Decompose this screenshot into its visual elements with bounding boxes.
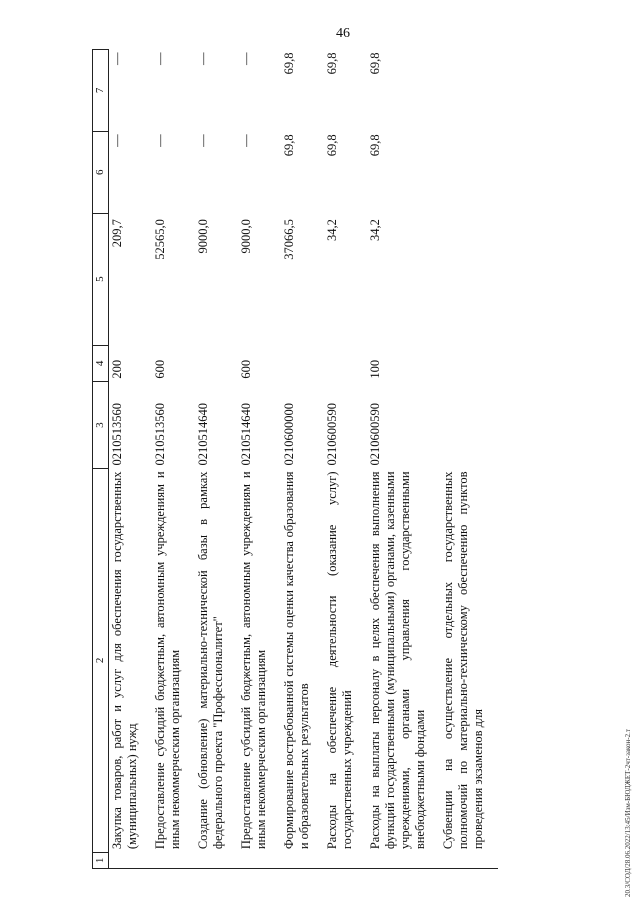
- row-code: 0210600590: [325, 402, 339, 466]
- row-value-6: —: [110, 134, 124, 147]
- rotated-table-container: [92, 49, 600, 869]
- header-col-2: 2: [93, 468, 109, 852]
- row-value-5: 37066,5: [282, 219, 296, 260]
- row-blank-cell: [324, 852, 367, 868]
- row-type: [195, 345, 238, 381]
- row-value-5: 9000,0: [196, 219, 210, 254]
- row-value-5: 52565,0: [153, 219, 167, 260]
- row-name: Создание (обновление) материально-технической базы в рамках федерального проекта "Профессионалитет": [196, 471, 225, 850]
- row-name: Формирование востребованной системы оценки качества образования и образовательных результатов: [282, 471, 311, 850]
- row-value-5: 9000,0: [239, 219, 253, 254]
- table-row: [152, 50, 195, 869]
- row-value-5: [440, 213, 498, 345]
- row-blank-cell: [281, 852, 324, 868]
- table-row: [324, 50, 367, 869]
- row-value-7: —: [239, 52, 253, 65]
- row-value-7: 69,8: [325, 52, 339, 75]
- table-row: [440, 50, 498, 869]
- header-col-5: 5: [93, 213, 109, 345]
- row-blank-cell: [152, 852, 195, 868]
- row-name: Закупка товаров, работ и услуг для обеспечения государственных (муниципальных) нужд: [110, 471, 139, 850]
- page-number: 46: [336, 26, 350, 41]
- row-code: 0210514640: [239, 402, 253, 466]
- row-code: 0210600000: [282, 402, 296, 466]
- row-value-5: 209,7: [110, 219, 124, 248]
- table-row: [238, 50, 281, 869]
- footer-path: 20.3/СОД/28.06.2022/13:45/Изм-БЮДЖЕТ-2чт-закон-2.т: [624, 729, 632, 897]
- row-value-7: —: [196, 52, 210, 65]
- row-value-6: 69,8: [368, 134, 382, 157]
- row-type: 200: [110, 359, 124, 379]
- row-type: 600: [153, 359, 167, 379]
- row-type: [440, 345, 498, 381]
- row-value-6: —: [153, 134, 167, 147]
- row-name: Субвенции на осуществление отдельных государственных полномочий по материально-техническому обеспечению пунктов проведения экзаменов для: [441, 471, 485, 850]
- row-value-6: —: [239, 134, 253, 147]
- row-type: 600: [239, 359, 253, 379]
- row-value-7: —: [153, 52, 167, 65]
- row-value-6: 69,8: [282, 134, 296, 157]
- row-value-5: 34,2: [325, 219, 339, 241]
- table-row: [367, 50, 440, 869]
- table-row: [281, 50, 324, 869]
- budget-table: [92, 49, 498, 869]
- row-name: Расходы на выплаты персоналу в целях обеспечения выполнения функций государственными (муниципальными) органами, казенными учреждениями, органами управления государственными внебюджетными фондами: [368, 471, 427, 850]
- row-type: [281, 345, 324, 381]
- row-value-7: 69,8: [282, 52, 296, 75]
- row-type: [324, 345, 367, 381]
- row-code: 0210600590: [368, 402, 382, 466]
- row-value-6: [440, 131, 498, 213]
- row-value-6: 69,8: [325, 134, 339, 157]
- row-code: 0210514640: [196, 402, 210, 466]
- row-value-7: —: [110, 52, 124, 65]
- header-col-4: 4: [93, 345, 109, 381]
- row-blank-cell: [367, 852, 440, 868]
- row-name: Расходы на обеспечение деятельности (оказание услуг) государственных учреждений: [325, 471, 354, 850]
- row-value-7: [440, 50, 498, 132]
- row-code: [440, 382, 498, 469]
- header-col-7: 7: [93, 50, 109, 132]
- row-value-6: —: [196, 134, 210, 147]
- row-code: 0210513560: [110, 402, 124, 466]
- row-type: 100: [368, 359, 382, 379]
- row-name: Предоставление субсидий бюджетным, автономным учреждениям и иным некоммерческим организациям: [153, 471, 182, 850]
- row-blank-cell: [440, 852, 498, 868]
- row-blank-cell: [238, 852, 281, 868]
- row-value-7: 69,8: [368, 52, 382, 75]
- table-header-row: [93, 50, 109, 869]
- header-col-6: 6: [93, 131, 109, 213]
- header-col-1: 1: [93, 852, 109, 868]
- header-col-3: 3: [93, 382, 109, 469]
- row-value-5: 34,2: [368, 219, 382, 241]
- table-row: [195, 50, 238, 869]
- row-blank-cell: [195, 852, 238, 868]
- row-name: Предоставление субсидий бюджетным, автономным учреждениям и иным некоммерческим организациям: [239, 471, 268, 850]
- table-row: [109, 50, 153, 869]
- row-blank-cell: [109, 852, 153, 868]
- row-code: 0210513560: [153, 402, 167, 466]
